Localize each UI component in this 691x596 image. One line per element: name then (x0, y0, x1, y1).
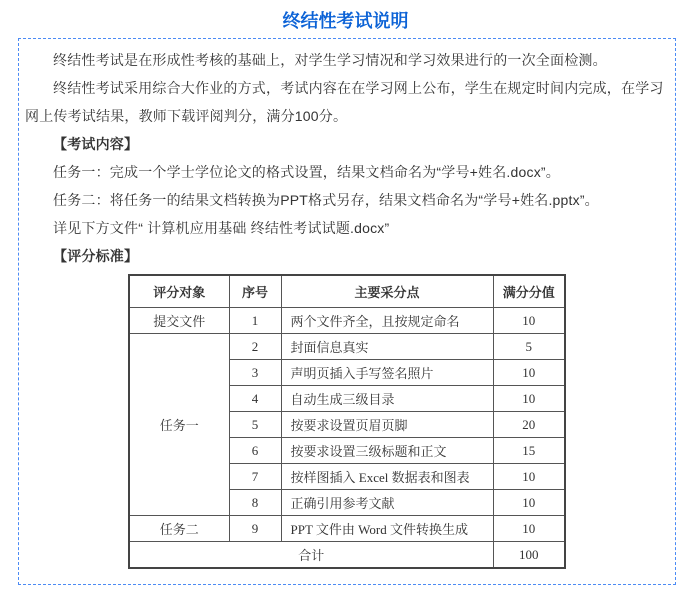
row-number: 9 (229, 516, 281, 542)
row-score: 20 (493, 412, 565, 438)
row-criteria: 两个文件齐全，且按规定命名 (281, 308, 493, 334)
row-criteria: 按样图插入 Excel 数据表和图表 (281, 464, 493, 490)
group-label-submit-files: 提交文件 (129, 308, 229, 334)
page-title: 终结性考试说明 (282, 11, 409, 31)
row-score: 10 (493, 308, 565, 334)
row-score: 5 (493, 334, 565, 360)
intro-paragraph-2: 终结性考试采用综合大作业的方式，考试内容在在学习网上公布，学生在规定时间内完成，在学习网上传考试结果，教师下载评阅判分，满分100分。 (25, 80, 664, 124)
row-number: 8 (229, 490, 281, 516)
table-footer-row (129, 542, 565, 569)
table-row (129, 334, 565, 360)
row-number: 7 (229, 464, 281, 490)
total-label: 合计 (129, 542, 493, 569)
row-score: 10 (493, 464, 565, 490)
row-number: 3 (229, 360, 281, 386)
row-number: 6 (229, 438, 281, 464)
col-header-number: 序号 (229, 275, 281, 308)
section-heading-scoring: 【评分标准】 (53, 248, 139, 264)
file-reference-line: 详见下方文件“ 计算机应用基础 终结性考试试题.docx” (53, 220, 390, 236)
row-criteria: 封面信息真实 (281, 334, 493, 360)
row-number: 2 (229, 334, 281, 360)
row-score: 10 (493, 360, 565, 386)
col-header-criteria: 主要采分点 (281, 275, 493, 308)
content-box (18, 38, 676, 585)
row-criteria: PPT 文件由 Word 文件转换生成 (281, 516, 493, 542)
row-number: 5 (229, 412, 281, 438)
scoring-table (128, 274, 566, 569)
col-header-max-score: 满分分值 (493, 275, 565, 308)
table-row (129, 308, 565, 334)
row-criteria: 自动生成三级目录 (281, 386, 493, 412)
task-one-line: 任务一：完成一个学士学位论文的格式设置，结果文档命名为“学号+姓名.docx”。 (53, 164, 560, 180)
row-number: 1 (229, 308, 281, 334)
row-criteria: 按要求设置三级标题和正文 (281, 438, 493, 464)
table-header-row (129, 275, 565, 308)
row-score: 10 (493, 516, 565, 542)
group-label-task-one: 任务一 (129, 334, 229, 516)
row-score: 10 (493, 386, 565, 412)
task-two-line: 任务二：将任务一的结果文档转换为PPT格式另存，结果文档命名为“学号+姓名.pptx”。 (53, 192, 599, 208)
group-label-task-two: 任务二 (129, 516, 229, 542)
col-header-target: 评分对象 (129, 275, 229, 308)
total-score: 100 (493, 542, 565, 569)
table-row (129, 516, 565, 542)
row-score: 15 (493, 438, 565, 464)
row-score: 10 (493, 490, 565, 516)
intro-paragraph-1: 终结性考试是在形成性考核的基础上，对学生学习情况和学习效果进行的一次全面检测。 (53, 52, 607, 68)
section-heading-exam-content: 【考试内容】 (53, 136, 139, 152)
row-criteria: 正确引用参考文献 (281, 490, 493, 516)
row-criteria: 声明页插入手写签名照片 (281, 360, 493, 386)
row-criteria: 按要求设置页眉页脚 (281, 412, 493, 438)
row-number: 4 (229, 386, 281, 412)
